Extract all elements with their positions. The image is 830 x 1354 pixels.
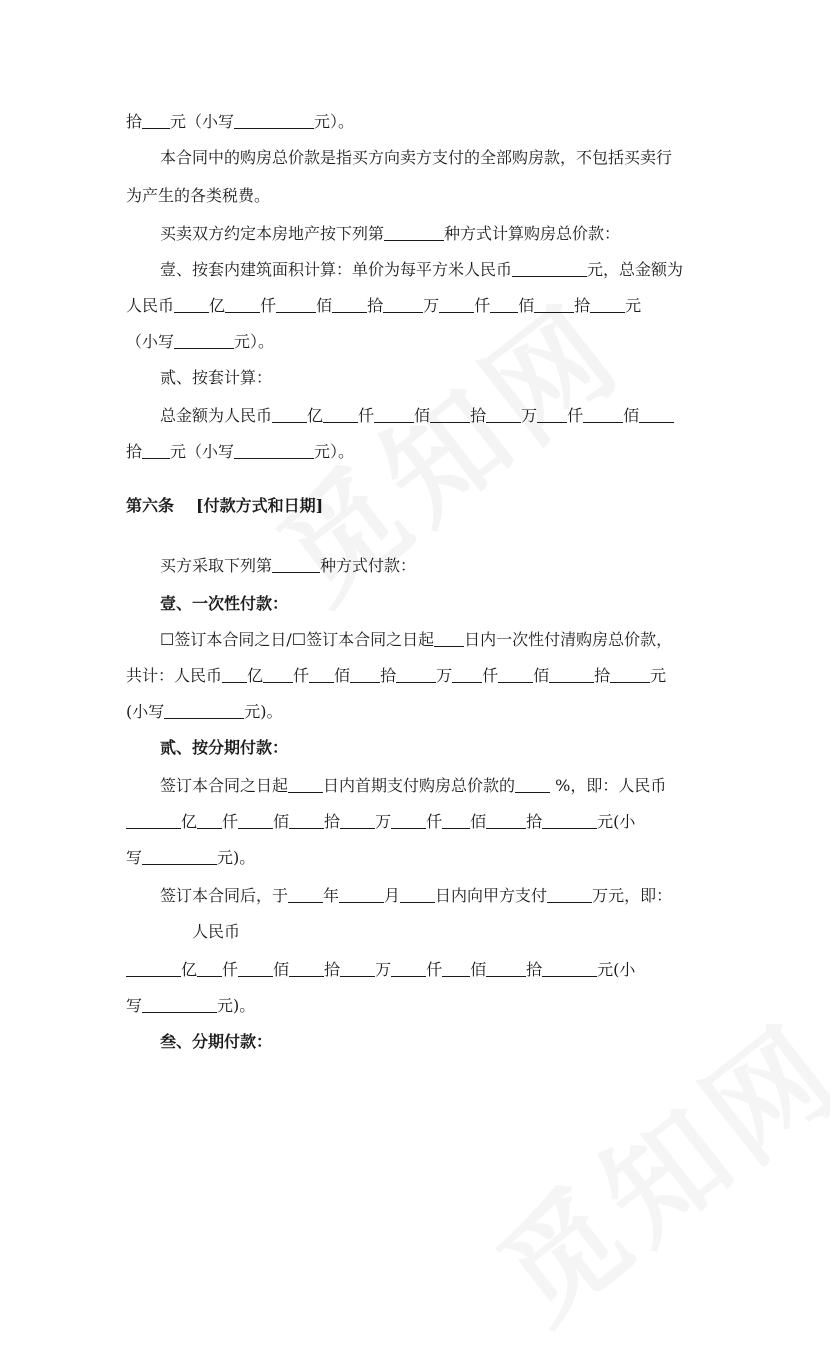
blank-field bbox=[323, 406, 358, 423]
text: 万 bbox=[375, 960, 392, 979]
amount-line bbox=[126, 664, 706, 688]
text: 万元，即： bbox=[592, 886, 673, 905]
text-line bbox=[160, 258, 740, 282]
blank-field bbox=[374, 406, 414, 423]
blank-field bbox=[234, 442, 314, 459]
blank-field bbox=[486, 960, 526, 977]
blank-field bbox=[490, 296, 518, 313]
amount-line bbox=[126, 958, 706, 982]
text: 亿 bbox=[181, 812, 198, 831]
blank-field bbox=[639, 406, 674, 423]
text: 仟 bbox=[426, 812, 443, 831]
blank-field bbox=[439, 296, 474, 313]
text: 佰 bbox=[518, 296, 535, 315]
blank-field bbox=[442, 812, 470, 829]
text: 拾 bbox=[367, 296, 384, 315]
text: 元(小 bbox=[597, 960, 636, 979]
blank-field bbox=[174, 332, 234, 349]
blank-field bbox=[350, 666, 380, 683]
text: 人民币 bbox=[126, 296, 175, 315]
text: 拾 bbox=[324, 812, 341, 831]
text-line bbox=[126, 700, 706, 724]
blank-field bbox=[512, 260, 587, 277]
text: 拾 bbox=[126, 442, 143, 461]
text: 元，总金额为 bbox=[587, 260, 684, 279]
blank-field bbox=[498, 666, 533, 683]
text: 壹、按套内建筑面积计算：单价为每平方米人民币 bbox=[160, 260, 513, 279]
text: 日内首期支付购房总价款的 bbox=[323, 776, 516, 795]
blank-field bbox=[222, 666, 247, 683]
text: 拾 bbox=[126, 112, 143, 131]
text: 签订本合同之日起 bbox=[160, 776, 289, 795]
text: 买卖双方约定本房地产按下列第 bbox=[160, 224, 385, 243]
text: 仟 bbox=[260, 296, 277, 315]
blank-field bbox=[537, 406, 567, 423]
text: %，即：人民币 bbox=[550, 776, 667, 795]
text: ☐签订本合同之日/☐签订本合同之日起 bbox=[160, 630, 435, 649]
text: 元）。 bbox=[314, 442, 355, 461]
blank-field bbox=[590, 296, 625, 313]
text-line bbox=[126, 994, 706, 1018]
text: 种方式付款： bbox=[320, 556, 417, 575]
blank-field bbox=[142, 112, 170, 129]
blank-field bbox=[547, 886, 592, 903]
article-heading bbox=[126, 494, 706, 518]
text: 仟 bbox=[222, 960, 239, 979]
blank-field bbox=[542, 960, 597, 977]
blank-field bbox=[272, 556, 320, 573]
blank-field bbox=[383, 296, 423, 313]
blank-field bbox=[515, 776, 550, 793]
paragraph-line: 本合同中的购房总价款是指买方向卖方支付的全部购房款，不包括买卖行 bbox=[160, 148, 673, 167]
text: 拾 bbox=[526, 812, 543, 831]
text: 亿 bbox=[307, 406, 324, 425]
amount-line bbox=[126, 294, 706, 318]
blank-field bbox=[583, 406, 623, 423]
text: 万 bbox=[423, 296, 440, 315]
blank-field bbox=[442, 960, 470, 977]
text-line bbox=[160, 222, 740, 246]
text: 亿 bbox=[181, 960, 198, 979]
blank-field bbox=[384, 224, 444, 241]
text: 写 bbox=[126, 848, 143, 867]
text: 拾 bbox=[526, 960, 543, 979]
item-heading: 贰、按套计算： bbox=[160, 368, 273, 387]
text-line bbox=[126, 846, 706, 870]
paragraph-line: 为产生的各类税费。 bbox=[126, 186, 271, 205]
blank-field bbox=[534, 296, 574, 313]
text: 买方采取下列第 bbox=[160, 556, 273, 575]
text: 仟 bbox=[474, 296, 491, 315]
text: 元（小写 bbox=[170, 442, 235, 461]
text: 仟 bbox=[222, 812, 239, 831]
text: 元)。 bbox=[244, 702, 283, 721]
text: 佰 bbox=[414, 406, 431, 425]
text: 亿 bbox=[247, 666, 264, 685]
text-line bbox=[160, 554, 740, 578]
text: 拾 bbox=[594, 666, 611, 685]
blank-field bbox=[332, 296, 367, 313]
text-line bbox=[126, 330, 706, 354]
text-line bbox=[126, 110, 706, 134]
blank-field bbox=[238, 812, 273, 829]
blank-field bbox=[174, 296, 209, 313]
text: 元）。 bbox=[314, 112, 355, 131]
text: 亿 bbox=[209, 296, 226, 315]
blank-field bbox=[164, 702, 244, 719]
blank-field bbox=[288, 776, 323, 793]
item-heading: 叁、分期付款： bbox=[160, 1032, 273, 1051]
text: 拾 bbox=[470, 406, 487, 425]
blank-field bbox=[126, 812, 181, 829]
text: 日内向甲方支付 bbox=[435, 886, 548, 905]
text: 总金额为人民币 bbox=[160, 406, 273, 425]
text: 元(小 bbox=[597, 812, 636, 831]
blank-field bbox=[142, 996, 217, 1013]
text: 拾 bbox=[380, 666, 397, 685]
blank-field bbox=[197, 960, 222, 977]
text: 元)。 bbox=[217, 848, 256, 867]
text: 种方式计算购房总价款： bbox=[444, 224, 621, 243]
text: 写 bbox=[126, 996, 143, 1015]
item-heading: 贰、按分期付款： bbox=[160, 738, 289, 757]
text: 仟 bbox=[426, 960, 443, 979]
amount-line bbox=[126, 810, 706, 834]
blank-field bbox=[272, 406, 307, 423]
text-line bbox=[160, 774, 740, 798]
blank-field bbox=[289, 812, 324, 829]
blank-field bbox=[391, 812, 426, 829]
blank-field bbox=[340, 812, 375, 829]
blank-field bbox=[340, 960, 375, 977]
text: 共计：人民币 bbox=[126, 666, 223, 685]
amount-line bbox=[160, 404, 740, 428]
article-title: [付款方式和日期] bbox=[196, 496, 324, 515]
blank-field bbox=[542, 812, 597, 829]
article-number: 第六条 bbox=[126, 496, 175, 515]
text-line bbox=[126, 440, 706, 464]
text: 元）。 bbox=[234, 332, 275, 351]
blank-field bbox=[396, 666, 436, 683]
text: 佰 bbox=[470, 960, 487, 979]
blank-field bbox=[452, 666, 482, 683]
blank-field bbox=[339, 886, 384, 903]
blank-field bbox=[276, 296, 316, 313]
blank-field bbox=[289, 960, 324, 977]
blank-field bbox=[400, 886, 435, 903]
blank-field bbox=[288, 886, 323, 903]
text: 元（小写 bbox=[170, 112, 235, 131]
blank-field bbox=[126, 960, 181, 977]
text: 元)。 bbox=[217, 996, 256, 1015]
text: 仟 bbox=[567, 406, 584, 425]
blank-field bbox=[610, 666, 650, 683]
text: 万 bbox=[436, 666, 453, 685]
blank-field bbox=[549, 666, 594, 683]
text: 拾 bbox=[574, 296, 591, 315]
text-line bbox=[160, 628, 740, 652]
blank-field bbox=[486, 406, 521, 423]
text: 仟 bbox=[293, 666, 310, 685]
text: 签订本合同后，于 bbox=[160, 886, 289, 905]
text: 元 bbox=[625, 296, 642, 315]
blank-field bbox=[225, 296, 260, 313]
text: 佰 bbox=[334, 666, 351, 685]
text: 佰 bbox=[623, 406, 640, 425]
text: 佰 bbox=[273, 812, 290, 831]
text: 佰 bbox=[273, 960, 290, 979]
blank-field bbox=[430, 406, 470, 423]
text: 万 bbox=[375, 812, 392, 831]
blank-field bbox=[391, 960, 426, 977]
text: 月 bbox=[384, 886, 401, 905]
text: 拾 bbox=[324, 960, 341, 979]
text: 年 bbox=[323, 886, 340, 905]
text: 仟 bbox=[358, 406, 375, 425]
text: 佰 bbox=[316, 296, 333, 315]
text: 元 bbox=[650, 666, 667, 685]
blank-field bbox=[142, 848, 217, 865]
text: 日内一次性付清购房总价款， bbox=[464, 630, 673, 649]
item-heading: 壹、一次性付款： bbox=[160, 594, 289, 613]
blank-field bbox=[434, 630, 464, 647]
text: 佰 bbox=[533, 666, 550, 685]
paragraph-line: 人民币 bbox=[192, 922, 241, 941]
blank-field bbox=[238, 960, 273, 977]
text: 万 bbox=[521, 406, 538, 425]
text-line bbox=[160, 884, 740, 908]
text: (小写 bbox=[126, 702, 165, 721]
blank-field bbox=[309, 666, 334, 683]
text: 仟 bbox=[482, 666, 499, 685]
text: （小写 bbox=[126, 332, 175, 351]
blank-field bbox=[142, 442, 170, 459]
blank-field bbox=[263, 666, 293, 683]
text: 佰 bbox=[470, 812, 487, 831]
blank-field bbox=[486, 812, 526, 829]
blank-field bbox=[197, 812, 222, 829]
blank-field bbox=[234, 112, 314, 129]
